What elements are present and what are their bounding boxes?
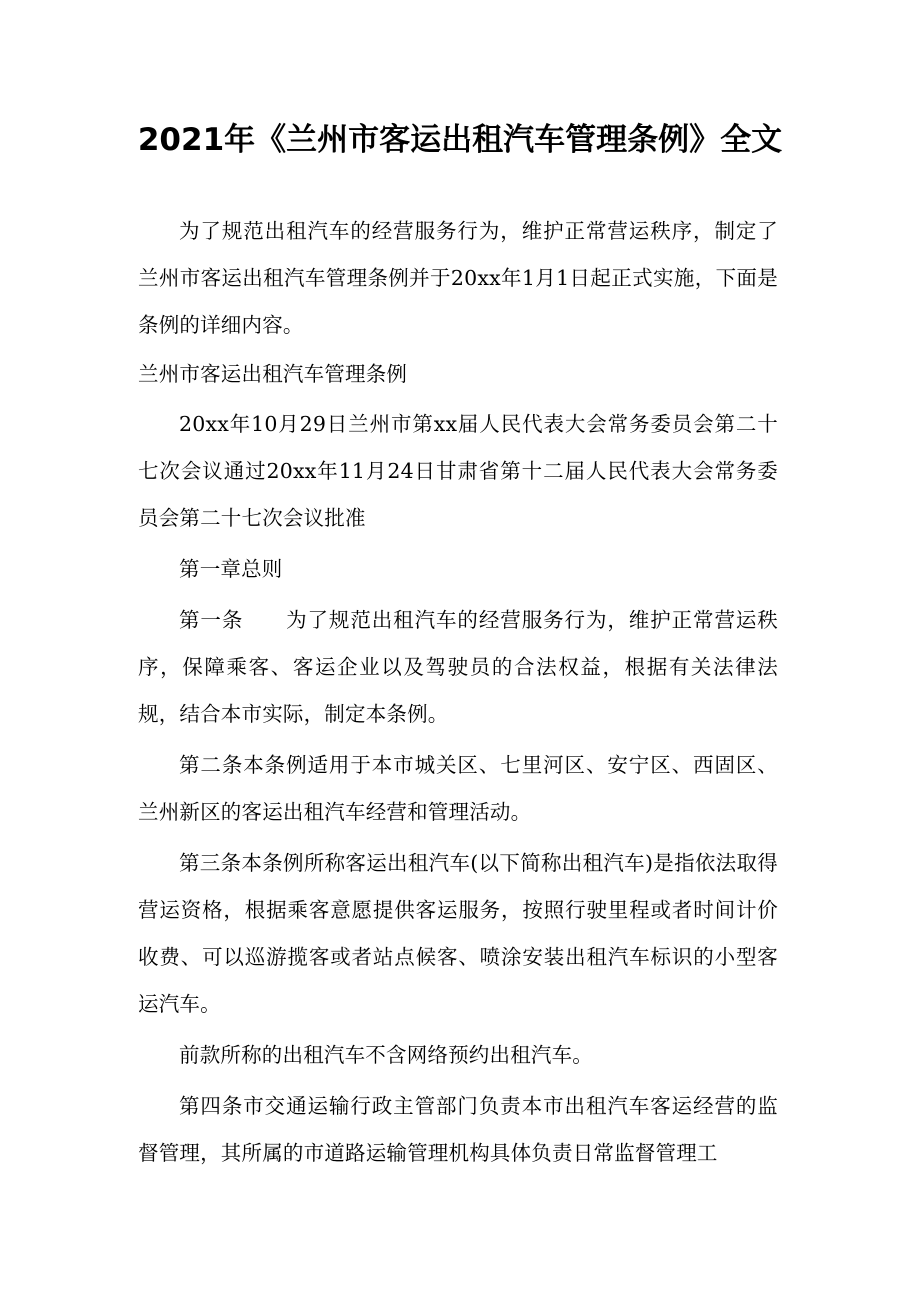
article-4: 第四条市交通运输行政主管部门负责本市出租汽车客运经营的监督管理，其所属的市道路运输管理机构具体负责日常监督管理工 — [138, 1094, 778, 1165]
paragraph-adoption-note: 20xx年10月29日兰州市第xx届人民代表大会常务委员会第二十七次会议通过20xx年11月24日甘肃省第十二届人民代表大会常务委员会第二十七次会议批准 — [138, 412, 778, 530]
paragraph-intro: 为了规范出租汽车的经营服务行为，维护正常营运秩序，制定了兰州市客运出租汽车管理条例并于20xx年1月1日起正式实施，下面是条例的详细内容。 — [138, 219, 778, 337]
article-2: 第二条本条例适用于本市城关区、七里河区、安宁区、西固区、兰州新区的客运出租汽车经营和管理活动。 — [138, 753, 778, 824]
article-1: 第一条 为了规范出租汽车的经营服务行为，维护正常营运秩序，保障乘客、客运企业以及驾驶员的合法权益，根据有关法律法规，结合本市实际，制定本条例。 — [138, 608, 778, 726]
document-title: 2021年《兰州市客运出租汽车管理条例》全文 — [137, 122, 783, 158]
paragraph-regulation-name: 兰州市客运出租汽车管理条例 — [138, 362, 408, 386]
article-3-note: 前款所称的出租汽车不含网络预约出租汽车。 — [179, 1043, 593, 1067]
document-body — [138, 208, 778, 1177]
chapter-heading: 第一章总则 — [179, 557, 283, 581]
article-3: 第三条本条例所称客运出租汽车(以下简称出租汽车)是指依法取得营运资格，根据乘客意愿提供客运服务，按照行驶里程或者时间计价收费、可以巡游揽客或者站点候客、喷涂安装出租汽车标识的小型客运汽车。 — [138, 851, 778, 1016]
